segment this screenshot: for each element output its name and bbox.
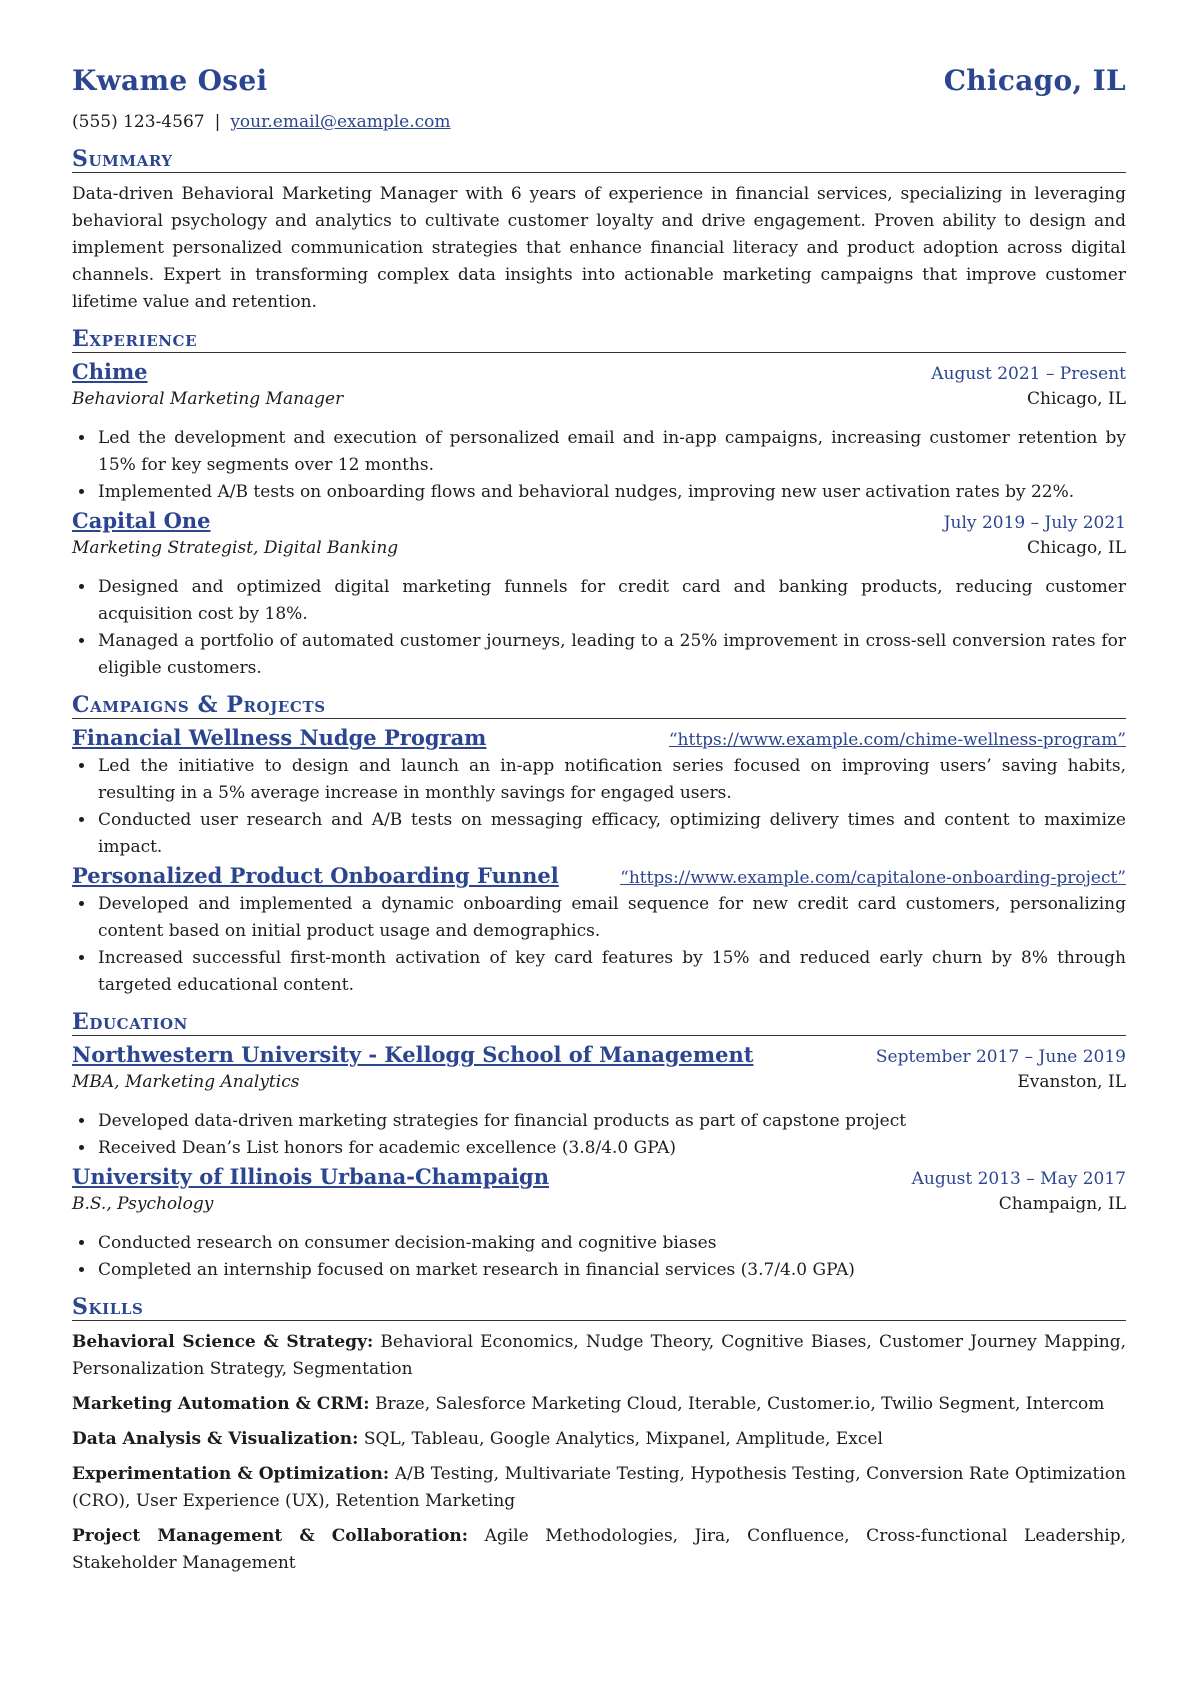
project-name-link[interactable]: Personalized Product Onboarding Funnel bbox=[72, 863, 559, 888]
project-bullets bbox=[72, 753, 1126, 861]
education-entry bbox=[72, 1164, 1126, 1284]
summary-text: Data-driven Behavioral Marketing Manager with 6 years of experience in financial services, specializing in leveraging behavioral psychology and analytics to cultivate customer loyalty and drive engagement. Proven ability to design and implement personalized communication strategies that enhance financial literacy and product adoption across digital channels. Expert in transforming complex data insights into actionable marketing campaigns that improve customer lifetime value and retention. bbox=[72, 184, 1126, 312]
company-link[interactable]: Capital One bbox=[72, 508, 211, 533]
education-bullets bbox=[72, 1230, 1126, 1284]
candidate-name: Kwame Osei bbox=[72, 64, 268, 97]
job-bullets bbox=[72, 425, 1126, 506]
skill-line bbox=[72, 1523, 1126, 1577]
list-item: • Led the development and execution of personalized email and in-app campaigns, increasing customer retention by 15% for key segments over 12 months. bbox=[96, 425, 1126, 479]
projects-section-title: Campaigns & Projects bbox=[72, 690, 1126, 719]
list-item: • Conducted user research and A/B tests on messaging efficacy, optimizing delivery times and content to maximize impact. bbox=[96, 807, 1126, 861]
school-location: Champaign, IL bbox=[998, 1194, 1126, 1214]
skill-category: Project Management & Collaboration: bbox=[72, 1526, 469, 1546]
experience-entry bbox=[72, 359, 1126, 506]
skill-category: Marketing Automation & CRM: bbox=[72, 1394, 370, 1414]
project-url-link[interactable]: “https://www.example.com/chime-wellness-program” bbox=[668, 730, 1126, 750]
list-item: • Conducted research on consumer decision-making and cognitive biases bbox=[96, 1230, 1126, 1257]
education-bullets bbox=[72, 1108, 1126, 1162]
skill-values: A/B Testing, Multivariate Testing, Hypothesis Testing, Conversion Rate Optimization (CRO), User Experience (UX), Retention Marketing bbox=[72, 1464, 1127, 1511]
resume-header bbox=[72, 64, 1126, 104]
email-link[interactable]: your.email@example.com bbox=[230, 112, 451, 132]
skill-line bbox=[72, 1426, 1126, 1453]
list-item: • Implemented A/B tests on onboarding flows and behavioral nudges, improving new user activation rates by 22%. bbox=[96, 479, 1126, 506]
skill-line bbox=[72, 1461, 1126, 1515]
company-link[interactable]: Chime bbox=[72, 359, 148, 384]
skill-category: Data Analysis & Visualization: bbox=[72, 1429, 359, 1449]
contact-separator: | bbox=[214, 112, 221, 132]
skills-section-title: Skills bbox=[72, 1292, 1126, 1321]
candidate-location: Chicago, IL bbox=[943, 64, 1126, 97]
degree: B.S., Psychology bbox=[72, 1194, 214, 1214]
education-dates: September 2017 – June 2019 bbox=[875, 1047, 1126, 1067]
education-section-title: Education bbox=[72, 1007, 1126, 1036]
job-title: Marketing Strategist, Digital Banking bbox=[72, 538, 399, 558]
job-bullets bbox=[72, 574, 1126, 682]
phone-number: (555) 123-4567 bbox=[72, 112, 205, 132]
skill-category: Behavioral Science & Strategy: bbox=[72, 1332, 374, 1352]
job-dates: July 2019 – July 2021 bbox=[943, 513, 1126, 533]
list-item: • Completed an internship focused on market research in financial services (3.7/4.0 GPA) bbox=[96, 1257, 1126, 1284]
skill-line bbox=[72, 1391, 1126, 1418]
job-location: Chicago, IL bbox=[1027, 389, 1126, 409]
list-item: • Developed and implemented a dynamic onboarding email sequence for new credit card customers, personalizing content based on initial product usage and demographics. bbox=[96, 891, 1126, 945]
contact-line bbox=[72, 112, 1126, 138]
skill-values: Behavioral Economics, Nudge Theory, Cognitive Biases, Customer Journey Mapping, Personalization Strategy, Segmentation bbox=[72, 1332, 1127, 1379]
education-entry bbox=[72, 1042, 1126, 1162]
school-link[interactable]: Northwestern University - Kellogg School of Management bbox=[72, 1042, 754, 1067]
job-dates: August 2021 – Present bbox=[931, 364, 1126, 384]
skill-values: Agile Methodologies, Jira, Confluence, Cross-functional Leadership, Stakeholder Management bbox=[72, 1526, 1127, 1573]
list-item: • Managed a portfolio of automated customer journeys, leading to a 25% improvement in cross-sell conversion rates for eligible customers. bbox=[96, 628, 1126, 682]
skill-line bbox=[72, 1329, 1126, 1383]
project-bullets bbox=[72, 891, 1126, 999]
degree: MBA, Marketing Analytics bbox=[72, 1072, 300, 1092]
summary-section-title: Summary bbox=[72, 144, 1126, 173]
school-location: Evanston, IL bbox=[1017, 1072, 1126, 1092]
list-item: • Received Dean’s List honors for academic excellence (3.8/4.0 GPA) bbox=[96, 1135, 1126, 1162]
experience-section-title: Experience bbox=[72, 324, 1126, 353]
project-name-link[interactable]: Financial Wellness Nudge Program bbox=[72, 725, 487, 750]
project-url-link[interactable]: “https://www.example.com/capitalone-onboarding-project” bbox=[620, 868, 1126, 888]
skill-values: SQL, Tableau, Google Analytics, Mixpanel, Amplitude, Excel bbox=[363, 1429, 883, 1449]
project-entry bbox=[72, 863, 1126, 999]
list-item: • Led the initiative to design and launch an in-app notification series focused on improving users’ saving habits, resulting in a 5% average increase in monthly savings for engaged users. bbox=[96, 753, 1126, 807]
job-title: Behavioral Marketing Manager bbox=[72, 389, 344, 409]
skill-values: Braze, Salesforce Marketing Cloud, Iterable, Customer.io, Twilio Segment, Intercom bbox=[374, 1394, 1105, 1414]
list-item: • Developed data-driven marketing strategies for financial products as part of capstone project bbox=[96, 1108, 1126, 1135]
list-item: • Designed and optimized digital marketing funnels for credit card and banking products, reducing customer acquisition cost by 18%. bbox=[96, 574, 1126, 628]
school-link[interactable]: University of Illinois Urbana-Champaign bbox=[72, 1164, 549, 1189]
list-item: • Increased successful first-month activation of key card features by 15% and reduced early churn by 8% through targeted educational content. bbox=[96, 945, 1126, 999]
education-dates: August 2013 – May 2017 bbox=[911, 1169, 1126, 1189]
project-entry bbox=[72, 725, 1126, 861]
job-location: Chicago, IL bbox=[1027, 538, 1126, 558]
experience-entry bbox=[72, 508, 1126, 682]
skill-category: Experimentation & Optimization: bbox=[72, 1464, 390, 1484]
